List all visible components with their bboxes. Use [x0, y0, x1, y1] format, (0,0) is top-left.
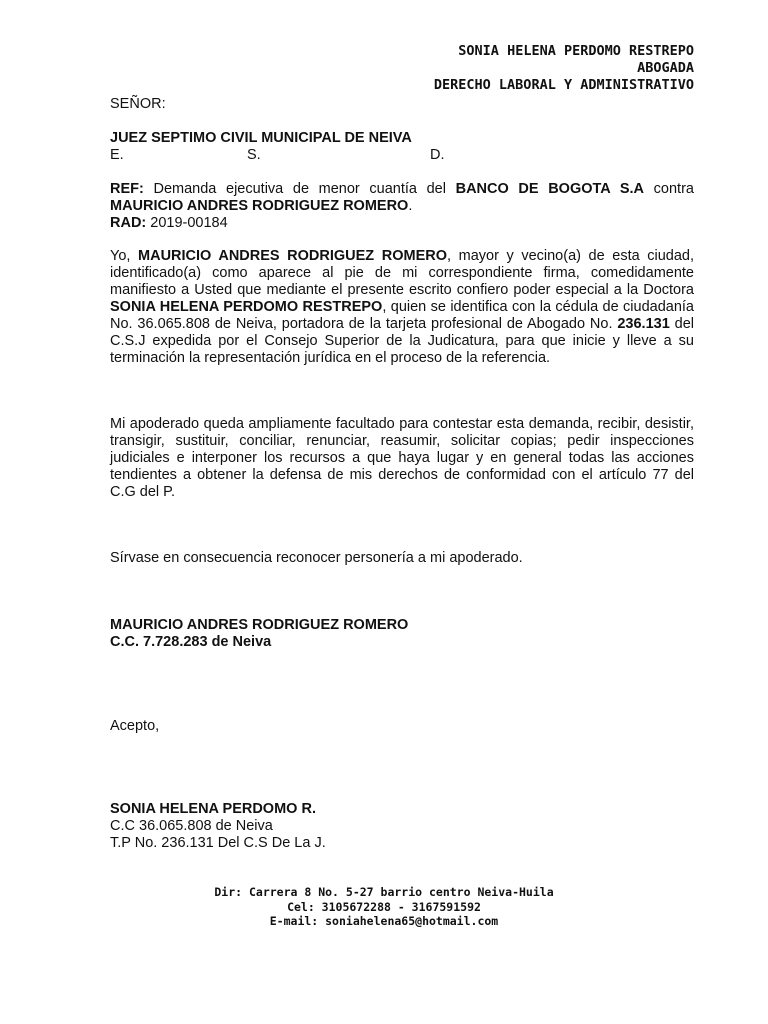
ref-text-1: Demanda ejecutiva de menor cuantía del [143, 181, 456, 197]
paragraph-faculties: Mi apoderado queda ampliamente facultado para contestar esta demanda, recibir, desistir, transigir, sustituir, conciliar, renunciar, reasumir, solicitar copias; pedir inspecciones judiciales e interponer los recursos a que haya lugar y en general todas las acciones tendientes a obtener la defensa de mis derechos de conformidad con el artículo 77 del C.G del P. [110, 416, 694, 500]
addressee-judge: JUEZ SEPTIMO CIVIL MUNICIPAL DE NEIVA [110, 130, 412, 146]
rad-line [110, 215, 694, 232]
acceptance: Acepto, [110, 718, 160, 734]
p1-grantor-name: MAURICIO ANDRES RODRIGUEZ ROMERO [138, 248, 448, 264]
footer-address: Dir: Carrera 8 No. 5-27 barrio centro Neiva-Huila [214, 885, 554, 899]
p1-text-2: , mayor y vecino(a) de esta ciudad, identificado(a) como aparece al pie de mi correspondiente firma, comedidamente manifiesto a Usted que mediante el presente escrito confiero poder especial a la Doctora [110, 248, 694, 298]
grantor-id: C.C. 7.728.283 de Neiva [110, 634, 272, 650]
lawyer-id: C.C 36.065.808 de Neiva [110, 818, 273, 834]
ref-end: . [408, 198, 413, 214]
p1-text-3: , quien se identifica con la cédula de ciudadanía No. 36.065.808 de Neiva, portadora de la tarjeta profesional de Abogado No. [110, 299, 694, 332]
grantor-name: MAURICIO ANDRES RODRIGUEZ ROMERO [110, 617, 409, 633]
letterhead-title: ABOGADA [637, 60, 694, 76]
p1-lawyer-name: SONIA HELENA PERDOMO RESTREPO [110, 299, 383, 315]
lawyer-tp: T.P No. 236.131 Del C.S De La J. [110, 835, 326, 851]
letterhead [274, 43, 694, 94]
addressee-block [110, 130, 694, 164]
p1-text-4: del C.S.J expedida por el Consejo Superior de la Judicatura, para que inicie y lleve a su terminación la representación jurídica en el proceso de la referencia. [110, 316, 694, 366]
esd-s: S. [247, 147, 261, 163]
footer-email: E-mail: soniahelena65@hotmail.com [269, 914, 499, 928]
letterhead-name: SONIA HELENA PERDOMO RESTREPO [458, 43, 694, 59]
salutation: SEÑOR: [110, 96, 166, 112]
esd-d: D. [430, 147, 445, 163]
rad-label: RAD: [110, 215, 147, 231]
letterhead-specialty: DERECHO LABORAL Y ADMINISTRATIVO [433, 77, 694, 93]
footer-phone: Cel: 3105672288 - 3167591592 [287, 899, 481, 914]
ref-defendant: MAURICIO ANDRES RODRIGUEZ ROMERO [110, 198, 409, 214]
paragraph-request: Sírvase en consecuencia reconocer personería a mi apoderado. [110, 550, 523, 566]
grantor-signature [110, 617, 694, 651]
lawyer-name: SONIA HELENA PERDOMO R. [110, 801, 316, 817]
reference-line [110, 181, 694, 215]
ref-text-2: contra [644, 181, 694, 197]
esd-e: E. [110, 147, 124, 163]
ref-label: REF: [110, 181, 144, 197]
lawyer-signature [110, 801, 694, 852]
reference-block [110, 181, 694, 232]
p1-text-1: Yo, [110, 248, 139, 264]
ref-plaintiff: BANCO DE BOGOTA S.A [455, 181, 645, 197]
addressee-esd [110, 147, 694, 164]
footer [0, 885, 768, 929]
paragraph-power-grant [110, 248, 694, 367]
p1-tp-number: 236.131 [617, 316, 670, 332]
rad-value: 2019-00184 [146, 215, 228, 231]
